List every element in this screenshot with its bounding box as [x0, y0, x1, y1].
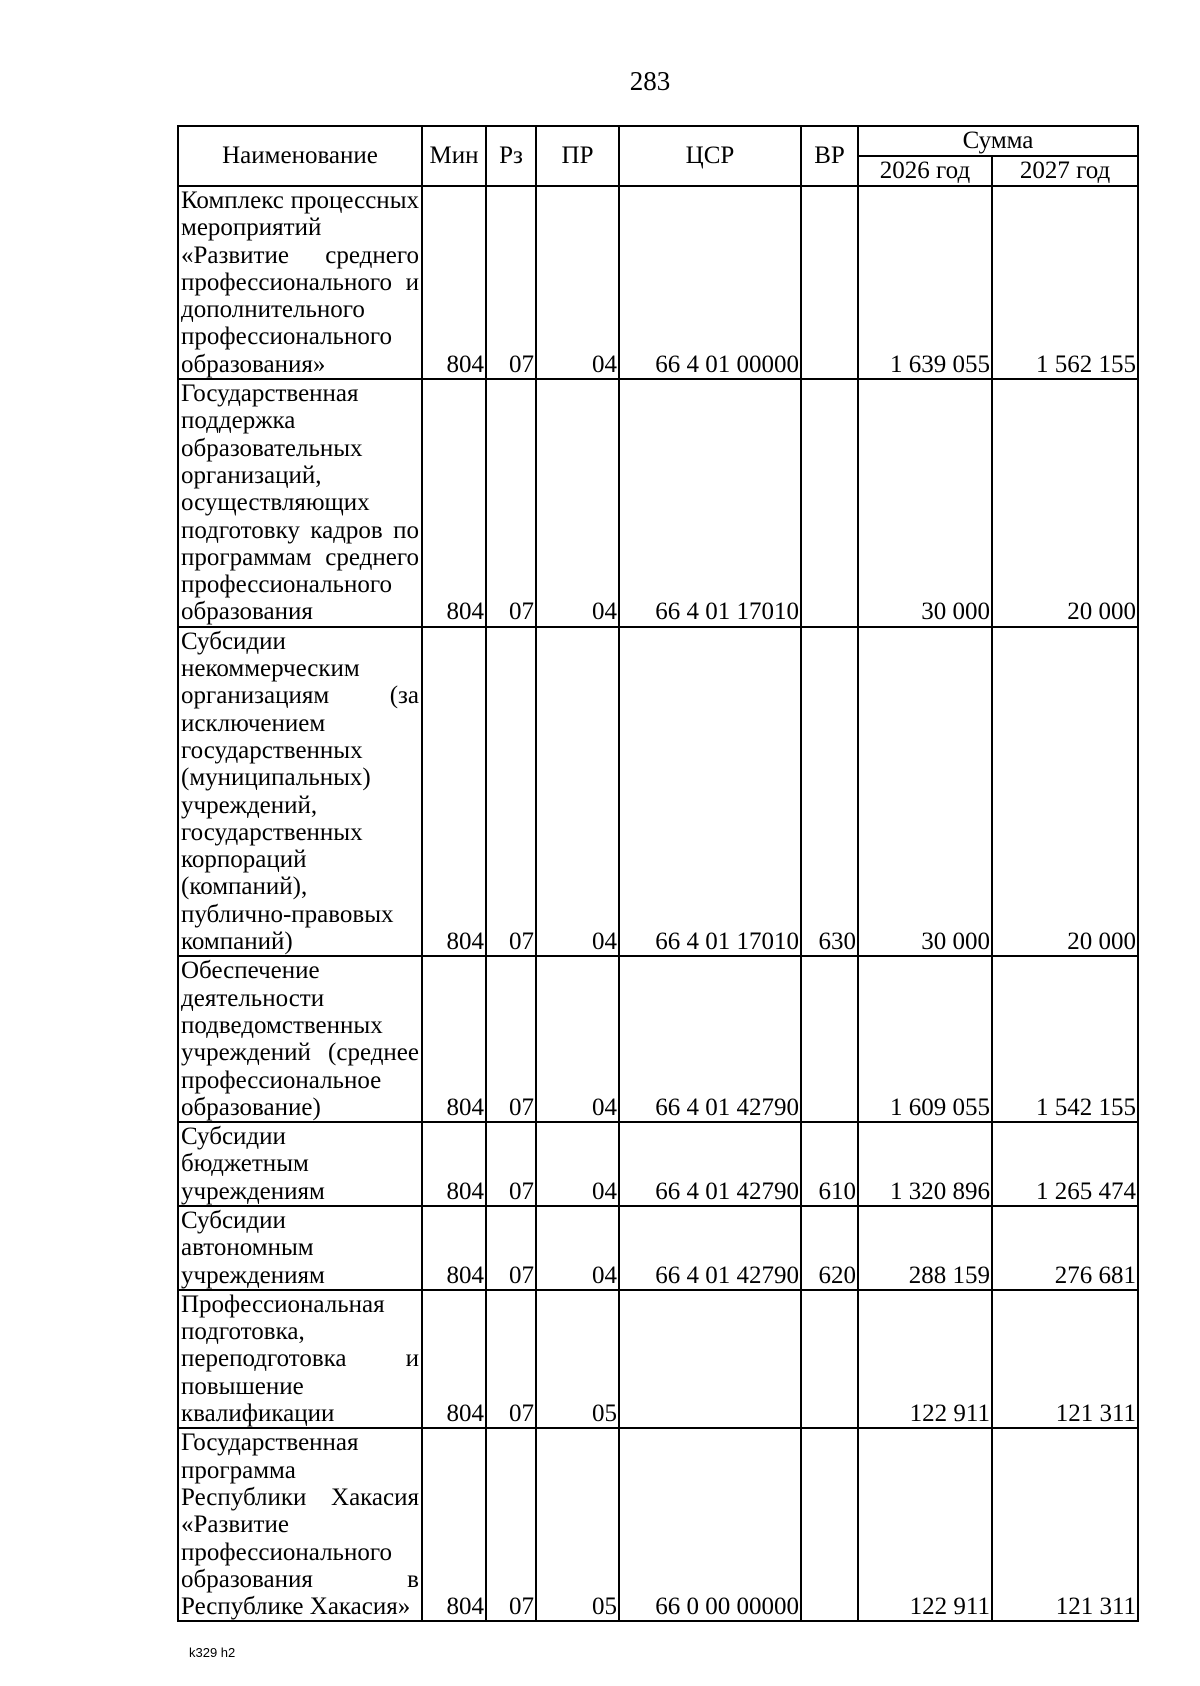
row-pr: 05 — [536, 1290, 619, 1428]
table-row — [178, 379, 1138, 627]
header-year-2027: 2027 год — [992, 156, 1138, 186]
row-pr: 04 — [536, 186, 619, 379]
table-row — [178, 1290, 1138, 1428]
row-amount-2027: 1 542 155 — [992, 956, 1138, 1122]
row-vr: 610 — [801, 1122, 858, 1206]
row-pr: 04 — [536, 956, 619, 1122]
row-amount-2027: 20 000 — [992, 379, 1138, 627]
row-min: 804 — [422, 627, 486, 957]
row-min: 804 — [422, 1290, 486, 1428]
row-min: 804 — [422, 379, 486, 627]
header-min: Мин — [422, 126, 486, 186]
row-csr — [619, 1290, 801, 1428]
row-csr: 66 0 00 00000 — [619, 1428, 801, 1621]
row-name: Государственная поддержка образовательных организаций, осуществляющих подготовку кадров по программам среднего профессионального образования — [178, 379, 422, 627]
row-amount-2026: 122 911 — [858, 1290, 992, 1428]
row-csr: 66 4 01 42790 — [619, 1122, 801, 1206]
row-amount-2027: 121 311 — [992, 1428, 1138, 1621]
row-vr: 630 — [801, 627, 858, 957]
row-min: 804 — [422, 186, 486, 379]
table-body — [178, 186, 1138, 1621]
budget-table-container — [177, 125, 1137, 1622]
row-name: Субсидии бюджетным учреждениям — [178, 1122, 422, 1206]
header-rz: Рз — [486, 126, 536, 186]
row-csr: 66 4 01 17010 — [619, 379, 801, 627]
row-rz: 07 — [486, 1428, 536, 1621]
row-amount-2026: 1 320 896 — [858, 1122, 992, 1206]
row-csr: 66 4 01 17010 — [619, 627, 801, 957]
row-amount-2026: 1 609 055 — [858, 956, 992, 1122]
header-pr: ПР — [536, 126, 619, 186]
row-vr: 620 — [801, 1206, 858, 1290]
row-name: Комплекс процессных мероприятий «Развитие среднего профессионального и дополнительного профессионального образования» — [178, 186, 422, 379]
row-rz: 07 — [486, 379, 536, 627]
row-amount-2027: 121 311 — [992, 1290, 1138, 1428]
header-vr: ВР — [801, 126, 858, 186]
row-name: Субсидии некоммерческим организациям (за исключением государственных (муниципальных) учреждений, государственных корпораций (компаний), публично-правовых компаний) — [178, 627, 422, 957]
row-rz: 07 — [486, 627, 536, 957]
row-vr — [801, 186, 858, 379]
table-row — [178, 1206, 1138, 1290]
row-name: Профессиональная подготовка, переподготовка и повышение квалификации — [178, 1290, 422, 1428]
row-vr — [801, 956, 858, 1122]
table-row — [178, 1428, 1138, 1621]
row-amount-2026: 30 000 — [858, 379, 992, 627]
row-pr: 04 — [536, 627, 619, 957]
row-min: 804 — [422, 1206, 486, 1290]
row-amount-2026: 1 639 055 — [858, 186, 992, 379]
row-name: Субсидии автономным учреждениям — [178, 1206, 422, 1290]
row-amount-2027: 1 562 155 — [992, 186, 1138, 379]
row-min: 804 — [422, 1122, 486, 1206]
table-row — [178, 627, 1138, 957]
row-rz: 07 — [486, 1290, 536, 1428]
header-name: Наименование — [178, 126, 422, 186]
row-name: Государственная программа Республики Хакасия «Развитие профессионального образования в Республике Хакасия» — [178, 1428, 422, 1621]
row-amount-2027: 1 265 474 — [992, 1122, 1138, 1206]
row-name: Обеспечение деятельности подведомственных учреждений (среднее профессиональное образование) — [178, 956, 422, 1122]
row-amount-2026: 30 000 — [858, 627, 992, 957]
row-vr — [801, 1428, 858, 1621]
table-row — [178, 186, 1138, 379]
header-year-2026: 2026 год — [858, 156, 992, 186]
row-csr: 66 4 01 00000 — [619, 186, 801, 379]
row-vr — [801, 379, 858, 627]
row-amount-2026: 122 911 — [858, 1428, 992, 1621]
row-min: 804 — [422, 1428, 486, 1621]
row-vr — [801, 1290, 858, 1428]
row-rz: 07 — [486, 1122, 536, 1206]
footer-code: k329 h2 — [189, 1645, 236, 1660]
table-header — [178, 126, 1138, 186]
page-number: 283 — [629, 66, 671, 96]
row-min: 804 — [422, 956, 486, 1122]
header-sum: Сумма — [858, 126, 1138, 156]
budget-table — [177, 125, 1139, 1622]
row-csr: 66 4 01 42790 — [619, 956, 801, 1122]
row-amount-2027: 20 000 — [992, 627, 1138, 957]
row-rz: 07 — [486, 956, 536, 1122]
row-pr: 04 — [536, 1206, 619, 1290]
row-csr: 66 4 01 42790 — [619, 1206, 801, 1290]
row-amount-2026: 288 159 — [858, 1206, 992, 1290]
table-row — [178, 1122, 1138, 1206]
row-pr: 05 — [536, 1428, 619, 1621]
header-csr: ЦСР — [619, 126, 801, 186]
row-rz: 07 — [486, 186, 536, 379]
table-row — [178, 956, 1138, 1122]
row-amount-2027: 276 681 — [992, 1206, 1138, 1290]
row-rz: 07 — [486, 1206, 536, 1290]
row-pr: 04 — [536, 1122, 619, 1206]
row-pr: 04 — [536, 379, 619, 627]
